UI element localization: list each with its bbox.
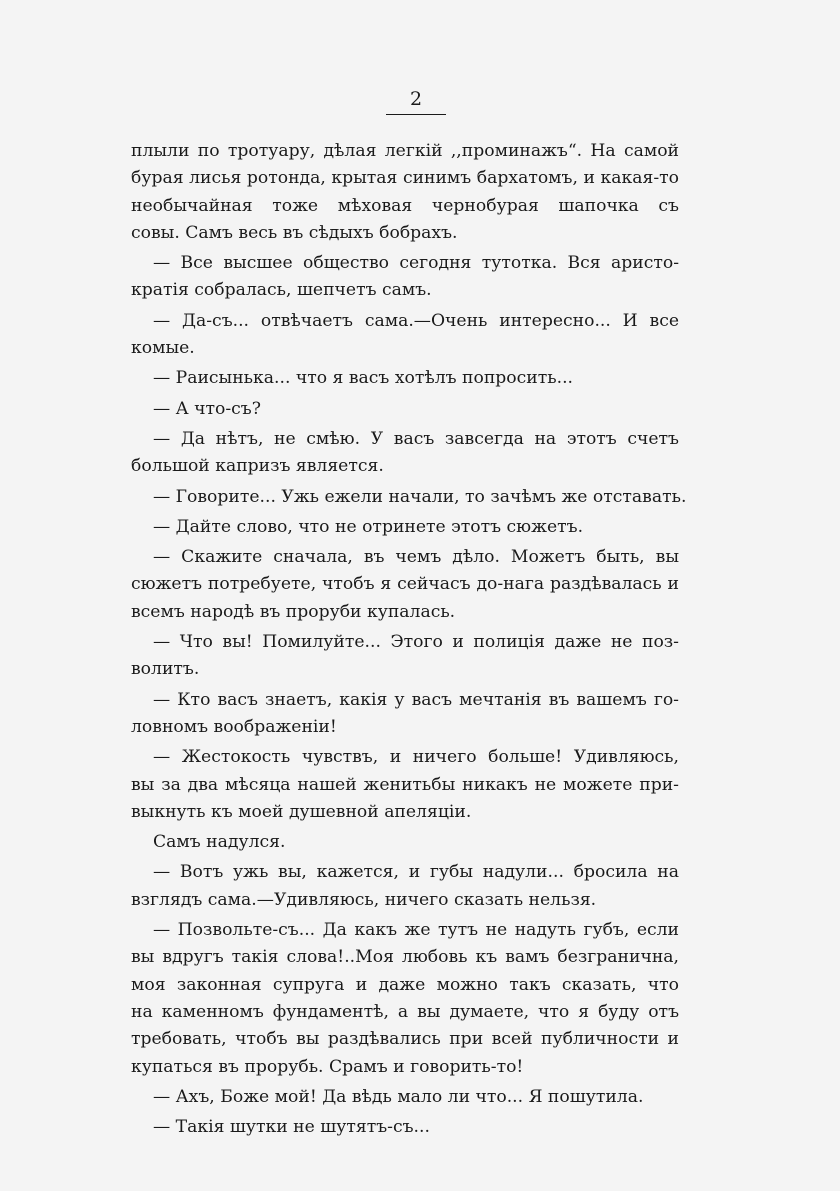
text-line: — Дайте слово, что не отринете этотъ сюжетъ. xyxy=(153,516,584,537)
text-line: выкнуть къ моей душевной апеляціи. xyxy=(131,801,472,822)
paragraph xyxy=(131,514,679,541)
text-line: взглядъ сама.—Удивляюсь, ничего сказать нельзя. xyxy=(131,889,597,910)
text-line: требовать, чтобъ вы раздѣвались при всей публичности и xyxy=(131,1029,679,1050)
text-line: комые. xyxy=(131,338,195,359)
paragraph xyxy=(131,138,679,247)
text-line: — Позвольте-съ... Да какъ же тутъ не надуть губъ, если xyxy=(153,920,679,941)
paragraph xyxy=(131,308,679,363)
text-line: — Ахъ, Боже мой! Да вѣдь мало ли что... Я пошутила. xyxy=(153,1086,644,1107)
body-text xyxy=(131,138,687,1141)
text-line: моя законная супруга и даже можно такъ сказать, что xyxy=(131,974,679,995)
text-line: необычайная тоже мѣховая чернобурая шапочка съ xyxy=(131,195,679,216)
text-line: — Да нѣтъ, не смѣю. У васъ завсегда на этотъ счетъ xyxy=(153,428,679,449)
paragraph xyxy=(131,250,679,305)
text-line: — А что-съ? xyxy=(153,398,261,419)
text-line: — Скажите сначала, въ чемъ дѣло. Можетъ быть, вы xyxy=(153,547,679,568)
paragraph xyxy=(131,917,679,1081)
paragraph xyxy=(131,484,687,511)
header-rule xyxy=(386,114,446,115)
paragraph xyxy=(131,829,679,856)
text-line: кратія собралась, шепчетъ самъ. xyxy=(131,280,432,301)
text-line: на каменномъ фундаментѣ, а вы думаете, что я буду отъ xyxy=(131,1001,679,1022)
text-line: — Да-съ... отвѣчаетъ сама.—Очень интересно... И все xyxy=(153,310,679,331)
text-line: всемъ народѣ въ проруби купалась. xyxy=(131,601,456,622)
paragraph xyxy=(131,629,679,684)
paragraph xyxy=(131,426,679,481)
text-line: купаться въ прорубь. Срамъ и говорить-то! xyxy=(131,1056,524,1077)
text-line: — Все высшее общество сегодня тутотка. Вся аристо- xyxy=(153,253,679,274)
text-line: — Что вы! Помилуйте... Этого и полиція даже не поз- xyxy=(153,632,679,653)
text-line: — Говорите... Ужь ежели начали, то зачѣмъ же отставать. xyxy=(153,486,687,507)
text-line: — Вотъ ужь вы, кажется, и губы надули... бросила на xyxy=(153,862,679,883)
text-line: — Раисынька... что я васъ хотѣлъ попросить... xyxy=(153,368,573,389)
paragraph xyxy=(131,744,679,826)
text-line: Самъ надулся. xyxy=(153,832,286,853)
text-line: бурая лисья ротонда, крытая синимъ бархатомъ, и какая-то xyxy=(131,168,679,189)
paragraph xyxy=(131,1114,679,1141)
text-line: большой капризъ является. xyxy=(131,456,384,477)
page-number: 2 xyxy=(409,88,423,110)
paragraph xyxy=(131,365,679,392)
text-line: ловномъ воображеніи! xyxy=(131,716,337,737)
text-line: вы вдругъ такія слова!..Моя любовь къ вамъ безгранична, xyxy=(131,947,679,968)
paragraph xyxy=(131,544,679,626)
paragraph xyxy=(131,1084,679,1111)
text-line: плыли по тротуару, дѣлая легкій ,,проминажъ“. На самой xyxy=(131,141,679,161)
text-line: — Жестокость чувствъ, и ничего больше! Удивляюсь, xyxy=(153,747,679,768)
text-line: сюжетъ потребуете, чтобъ я сейчасъ до-нага раздѣвалась и xyxy=(131,574,679,595)
text-line: совы. Самъ весь въ сѣдыхъ бобрахъ. xyxy=(131,222,458,243)
text-line: — Такія шутки не шутятъ-съ... xyxy=(153,1117,430,1138)
paragraph xyxy=(131,396,679,423)
paragraph xyxy=(131,687,679,742)
text-line: волитъ. xyxy=(131,659,200,680)
paragraph xyxy=(131,859,679,914)
text-line: — Кто васъ знаетъ, какія у васъ мечтанія въ вашемъ го- xyxy=(153,689,679,710)
text-line: вы за два мѣсяца нашей женитьбы никакъ не можете при- xyxy=(131,774,679,795)
